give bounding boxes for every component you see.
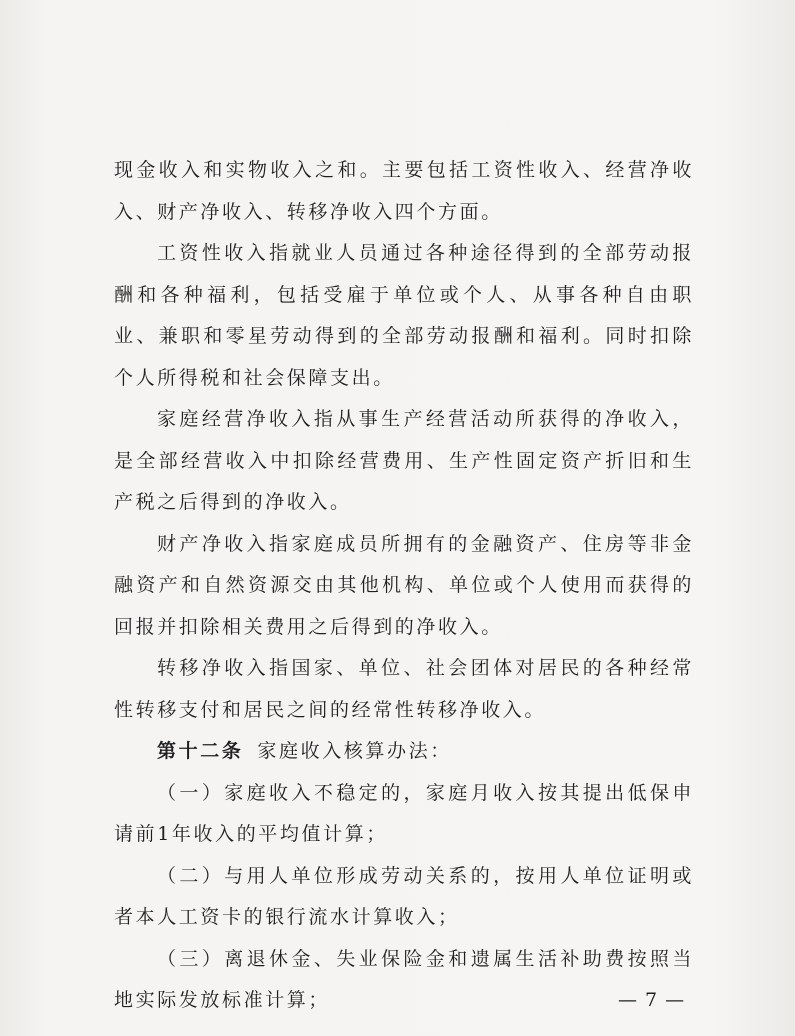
- document-body: [114, 150, 694, 1022]
- item-employment-income: （二）与用人单位形成劳动关系的，按用人单位证明或者本人工资卡的银行流水计算收入；: [114, 864, 694, 928]
- page-number: — 7 —: [618, 989, 686, 1011]
- paragraph-income-composition: 现金收入和实物收入之和。主要包括工资性收入、经营净收入、财产净收入、转移净收入四个方面。: [114, 159, 694, 223]
- article-label: 第十二条: [157, 740, 244, 762]
- paragraph-property-income: 财产净收入指家庭成员所拥有的金融资产、住房等非金融资产和自然资源交由其他机构、单位或个人使用而获得的回报并扣除相关费用之后得到的净收入。: [114, 532, 694, 638]
- paragraph-business-income: 家庭经营净收入指从事生产经营活动所获得的净收入，是全部经营收入中扣除经营费用、生产性固定资产折旧和生产税之后得到的净收入。: [114, 408, 694, 513]
- paragraph-wage-income: 工资性收入指就业人员通过各种途径得到的全部劳动报酬和各种福利，包括受雇于单位或个人、从事各种自由职业、兼职和零星劳动得到的全部劳动报酬和福利。同时扣除个人所得税和社会保障支出。: [114, 242, 694, 389]
- item-unstable-income: （一）家庭收入不稳定的，家庭月收入按其提出低保申请前1年收入的平均值计算；: [114, 781, 694, 845]
- article-heading: [114, 731, 694, 773]
- item-pension-benefits: （三）离退休金、失业保险金和遗属生活补助费按照当地实际发放标准计算；: [114, 947, 694, 1011]
- paragraph-transfer-income: 转移净收入指国家、单位、社会团体对居民的各种经常性转移支付和居民之间的经常性转移净收入。: [114, 657, 694, 721]
- article-title: 家庭收入核算办法：: [257, 740, 452, 762]
